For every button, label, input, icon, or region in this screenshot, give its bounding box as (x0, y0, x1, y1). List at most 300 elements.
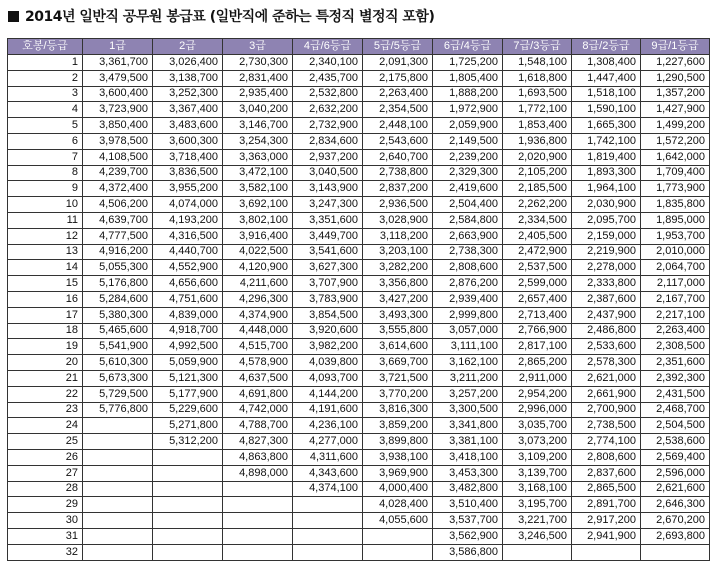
page-title (8, 5, 434, 27)
salary-cell: 5,284,600 (83, 291, 153, 307)
salary-cell (83, 481, 153, 497)
table-row (8, 86, 710, 102)
table-row (8, 497, 710, 513)
salary-cell (153, 481, 223, 497)
salary-cell: 4,777,500 (83, 228, 153, 244)
salary-cell: 4,552,900 (153, 260, 223, 276)
salary-cell: 1,725,200 (433, 55, 503, 71)
salary-cell: 1,772,100 (503, 102, 572, 118)
salary-cell: 3,203,100 (363, 244, 433, 260)
table-row (8, 355, 710, 371)
salary-cell: 3,221,700 (503, 513, 572, 529)
table-row (8, 513, 710, 529)
salary-cell: 3,247,300 (293, 197, 363, 213)
salary-cell: 4,055,600 (363, 513, 433, 529)
salary-cell: 5,055,300 (83, 260, 153, 276)
salary-cell (641, 544, 710, 560)
salary-cell: 3,859,200 (363, 418, 433, 434)
salary-cell (572, 544, 641, 560)
salary-cell: 4,916,200 (83, 244, 153, 260)
salary-cell: 3,479,500 (83, 70, 153, 86)
step-cell: 4 (8, 102, 83, 118)
salary-cell: 4,751,600 (153, 291, 223, 307)
salary-cell: 2,329,300 (433, 165, 503, 181)
salary-cell: 2,334,500 (503, 212, 572, 228)
salary-cell (153, 544, 223, 560)
salary-cell: 3,040,200 (223, 102, 293, 118)
salary-cell: 2,010,000 (641, 244, 710, 260)
salary-cell: 4,506,200 (83, 197, 153, 213)
salary-cell: 4,637,500 (223, 370, 293, 386)
salary-cell: 4,343,600 (293, 465, 363, 481)
salary-cell: 1,548,100 (503, 55, 572, 71)
salary-cell: 4,039,800 (293, 355, 363, 371)
step-cell: 11 (8, 212, 83, 228)
salary-cell: 2,891,700 (572, 497, 641, 513)
step-cell: 16 (8, 291, 83, 307)
salary-cell: 2,262,200 (503, 197, 572, 213)
salary-cell: 2,578,300 (572, 355, 641, 371)
salary-cell: 2,468,700 (641, 402, 710, 418)
salary-cell (223, 497, 293, 513)
salary-cell: 1,953,700 (641, 228, 710, 244)
salary-cell: 4,000,400 (363, 481, 433, 497)
salary-cell: 2,533,600 (572, 339, 641, 355)
salary-cell: 1,572,200 (641, 133, 710, 149)
salary-cell: 1,773,900 (641, 181, 710, 197)
salary-cell: 2,149,500 (433, 133, 503, 149)
salary-cell: 5,177,900 (153, 386, 223, 402)
salary-cell: 3,341,800 (433, 418, 503, 434)
table-row (8, 55, 710, 71)
table-row (8, 291, 710, 307)
table-row (8, 70, 710, 86)
salary-cell: 2,486,800 (572, 323, 641, 339)
salary-cell: 2,632,200 (293, 102, 363, 118)
salary-cell: 2,954,200 (503, 386, 572, 402)
salary-cell: 5,541,900 (83, 339, 153, 355)
salary-cell: 2,175,800 (363, 70, 433, 86)
salary-cell: 3,453,300 (433, 465, 503, 481)
salary-cell: 4,918,700 (153, 323, 223, 339)
salary-cell: 3,211,200 (433, 370, 503, 386)
step-cell: 3 (8, 86, 83, 102)
salary-cell: 4,316,500 (153, 228, 223, 244)
step-cell: 23 (8, 402, 83, 418)
table-row (8, 212, 710, 228)
salary-cell: 3,168,100 (503, 481, 572, 497)
salary-cell (223, 528, 293, 544)
salary-cell: 3,162,100 (433, 355, 503, 371)
salary-cell: 2,937,200 (293, 149, 363, 165)
salary-cell: 2,596,000 (641, 465, 710, 481)
table-row (8, 465, 710, 481)
salary-cell: 1,964,100 (572, 181, 641, 197)
salary-cell: 3,969,900 (363, 465, 433, 481)
salary-cell: 3,427,200 (363, 291, 433, 307)
step-cell: 30 (8, 513, 83, 529)
salary-cell: 3,472,100 (223, 165, 293, 181)
salary-cell: 2,437,900 (572, 307, 641, 323)
salary-table (7, 38, 710, 561)
salary-cell (83, 528, 153, 544)
salary-cell: 3,139,700 (503, 465, 572, 481)
salary-cell: 2,837,600 (572, 465, 641, 481)
salary-cell (363, 528, 433, 544)
salary-cell: 4,374,100 (293, 481, 363, 497)
salary-cell: 2,738,300 (433, 244, 503, 260)
salary-cell: 2,095,700 (572, 212, 641, 228)
salary-cell: 4,120,900 (223, 260, 293, 276)
salary-cell: 3,938,100 (363, 449, 433, 465)
salary-cell (363, 544, 433, 560)
salary-cell: 3,955,200 (153, 181, 223, 197)
salary-cell: 1,895,000 (641, 212, 710, 228)
salary-cell: 2,661,900 (572, 386, 641, 402)
salary-cell (153, 465, 223, 481)
black-square-icon (8, 11, 19, 22)
table-row (8, 276, 710, 292)
salary-cell: 3,246,500 (503, 528, 572, 544)
salary-cell: 3,916,400 (223, 228, 293, 244)
column-header: 5급/5등급 (363, 39, 433, 55)
salary-cell: 3,978,500 (83, 133, 153, 149)
salary-cell: 2,387,600 (572, 291, 641, 307)
salary-cell: 4,898,000 (223, 465, 293, 481)
salary-cell (83, 465, 153, 481)
salary-cell: 2,657,400 (503, 291, 572, 307)
salary-cell: 2,808,600 (572, 449, 641, 465)
table-row (8, 181, 710, 197)
salary-cell: 3,770,200 (363, 386, 433, 402)
step-cell: 31 (8, 528, 83, 544)
salary-cell: 2,392,300 (641, 370, 710, 386)
table-row (8, 323, 710, 339)
salary-cell (83, 449, 153, 465)
salary-cell: 5,776,800 (83, 402, 153, 418)
salary-cell: 1,693,500 (503, 86, 572, 102)
salary-cell: 3,040,500 (293, 165, 363, 181)
salary-cell: 2,263,400 (641, 323, 710, 339)
salary-cell: 2,738,500 (572, 418, 641, 434)
salary-cell: 2,640,700 (363, 149, 433, 165)
salary-cell: 3,850,400 (83, 118, 153, 134)
step-cell: 25 (8, 434, 83, 450)
salary-cell: 5,176,800 (83, 276, 153, 292)
salary-cell: 2,766,900 (503, 323, 572, 339)
salary-cell: 3,982,200 (293, 339, 363, 355)
salary-cell: 2,774,100 (572, 434, 641, 450)
salary-cell: 2,693,800 (641, 528, 710, 544)
salary-cell: 2,663,900 (433, 228, 503, 244)
salary-cell: 4,639,700 (83, 212, 153, 228)
table-body (8, 55, 710, 561)
salary-cell: 2,732,900 (293, 118, 363, 134)
salary-cell: 2,333,800 (572, 276, 641, 292)
salary-cell: 5,610,300 (83, 355, 153, 371)
salary-cell: 5,729,500 (83, 386, 153, 402)
step-cell: 13 (8, 244, 83, 260)
salary-cell: 2,936,500 (363, 197, 433, 213)
salary-cell: 2,030,900 (572, 197, 641, 213)
salary-cell: 2,996,000 (503, 402, 572, 418)
salary-cell: 2,939,400 (433, 291, 503, 307)
column-header: 1급 (83, 39, 153, 55)
salary-cell: 3,627,300 (293, 260, 363, 276)
salary-cell: 1,642,000 (641, 149, 710, 165)
salary-cell: 1,227,600 (641, 55, 710, 71)
step-cell: 17 (8, 307, 83, 323)
table-row (8, 528, 710, 544)
salary-cell: 2,167,700 (641, 291, 710, 307)
salary-cell: 3,367,400 (153, 102, 223, 118)
table-row (8, 228, 710, 244)
step-cell: 9 (8, 181, 83, 197)
table-row (8, 418, 710, 434)
salary-cell: 2,621,600 (641, 481, 710, 497)
salary-cell: 3,252,300 (153, 86, 223, 102)
step-cell: 14 (8, 260, 83, 276)
step-cell: 21 (8, 370, 83, 386)
salary-cell: 3,449,700 (293, 228, 363, 244)
salary-cell: 4,144,200 (293, 386, 363, 402)
salary-cell: 1,665,300 (572, 118, 641, 134)
salary-cell: 3,351,600 (293, 212, 363, 228)
salary-cell: 3,541,600 (293, 244, 363, 260)
salary-cell: 3,381,100 (433, 434, 503, 450)
salary-cell: 2,569,400 (641, 449, 710, 465)
salary-cell: 4,691,800 (223, 386, 293, 402)
step-cell: 6 (8, 133, 83, 149)
salary-cell: 3,723,900 (83, 102, 153, 118)
salary-cell: 4,863,800 (223, 449, 293, 465)
salary-cell: 2,621,000 (572, 370, 641, 386)
salary-cell: 2,472,900 (503, 244, 572, 260)
salary-cell: 2,278,000 (572, 260, 641, 276)
step-cell: 15 (8, 276, 83, 292)
salary-cell: 3,143,900 (293, 181, 363, 197)
salary-cell (293, 497, 363, 513)
salary-cell: 2,700,900 (572, 402, 641, 418)
step-cell: 12 (8, 228, 83, 244)
salary-cell: 1,709,400 (641, 165, 710, 181)
salary-cell (153, 528, 223, 544)
salary-cell: 2,837,200 (363, 181, 433, 197)
table-row (8, 449, 710, 465)
salary-cell: 4,311,600 (293, 449, 363, 465)
salary-cell: 1,618,800 (503, 70, 572, 86)
step-cell: 7 (8, 149, 83, 165)
salary-cell: 2,263,400 (363, 86, 433, 102)
salary-cell: 2,351,600 (641, 355, 710, 371)
salary-cell: 2,834,600 (293, 133, 363, 149)
salary-cell: 2,340,100 (293, 55, 363, 71)
salary-cell: 2,538,600 (641, 434, 710, 450)
salary-cell: 4,372,400 (83, 181, 153, 197)
salary-cell: 1,308,400 (572, 55, 641, 71)
salary-cell: 3,057,000 (433, 323, 503, 339)
step-cell: 22 (8, 386, 83, 402)
salary-cell (293, 544, 363, 560)
salary-cell: 3,562,900 (433, 528, 503, 544)
salary-cell: 3,363,000 (223, 149, 293, 165)
salary-cell: 3,707,900 (293, 276, 363, 292)
salary-cell: 2,808,600 (433, 260, 503, 276)
salary-cell: 2,738,800 (363, 165, 433, 181)
salary-cell: 1,819,400 (572, 149, 641, 165)
salary-cell: 2,435,700 (293, 70, 363, 86)
salary-cell: 3,482,800 (433, 481, 503, 497)
salary-cell: 2,239,200 (433, 149, 503, 165)
salary-cell: 2,064,700 (641, 260, 710, 276)
salary-cell: 2,670,200 (641, 513, 710, 529)
salary-cell: 3,109,200 (503, 449, 572, 465)
salary-cell: 4,839,000 (153, 307, 223, 323)
step-cell: 26 (8, 449, 83, 465)
column-header: 9급/1등급 (641, 39, 710, 55)
salary-cell: 1,590,100 (572, 102, 641, 118)
salary-cell: 3,483,600 (153, 118, 223, 134)
salary-cell: 3,111,100 (433, 339, 503, 355)
column-header: 7급/3등급 (503, 39, 572, 55)
salary-cell: 2,217,100 (641, 307, 710, 323)
salary-cell: 1,853,400 (503, 118, 572, 134)
salary-cell: 1,742,100 (572, 133, 641, 149)
salary-cell: 3,361,700 (83, 55, 153, 71)
step-cell: 18 (8, 323, 83, 339)
table-row (8, 118, 710, 134)
salary-cell: 2,159,000 (572, 228, 641, 244)
salary-cell: 4,108,500 (83, 149, 153, 165)
salary-cell: 2,599,000 (503, 276, 572, 292)
salary-cell: 4,236,100 (293, 418, 363, 434)
salary-cell (223, 513, 293, 529)
salary-cell: 3,600,400 (83, 86, 153, 102)
step-cell: 19 (8, 339, 83, 355)
salary-cell (83, 418, 153, 434)
table-row (8, 481, 710, 497)
salary-cell (223, 544, 293, 560)
salary-cell: 3,138,700 (153, 70, 223, 86)
salary-cell: 4,992,500 (153, 339, 223, 355)
salary-cell: 2,935,400 (223, 86, 293, 102)
salary-cell: 3,028,900 (363, 212, 433, 228)
salary-cell: 1,805,400 (433, 70, 503, 86)
salary-cell: 5,465,600 (83, 323, 153, 339)
salary-cell: 3,802,100 (223, 212, 293, 228)
salary-cell: 3,254,300 (223, 133, 293, 149)
salary-cell: 4,656,600 (153, 276, 223, 292)
step-cell: 20 (8, 355, 83, 371)
salary-cell: 4,374,900 (223, 307, 293, 323)
salary-cell: 3,586,800 (433, 544, 503, 560)
salary-cell: 2,713,400 (503, 307, 572, 323)
salary-cell: 3,418,100 (433, 449, 503, 465)
column-header: 2급 (153, 39, 223, 55)
salary-cell: 4,448,000 (223, 323, 293, 339)
salary-cell: 2,532,800 (293, 86, 363, 102)
salary-cell: 2,831,400 (223, 70, 293, 86)
salary-cell: 2,448,100 (363, 118, 433, 134)
table-row (8, 102, 710, 118)
salary-cell: 3,836,500 (153, 165, 223, 181)
salary-cell: 4,578,900 (223, 355, 293, 371)
salary-cell (153, 449, 223, 465)
salary-cell: 1,357,200 (641, 86, 710, 102)
salary-cell: 4,827,300 (223, 434, 293, 450)
step-cell: 28 (8, 481, 83, 497)
salary-cell (83, 497, 153, 513)
step-cell: 8 (8, 165, 83, 181)
salary-cell: 3,783,900 (293, 291, 363, 307)
salary-cell: 2,504,400 (433, 197, 503, 213)
salary-cell: 4,211,600 (223, 276, 293, 292)
salary-cell: 2,020,900 (503, 149, 572, 165)
salary-cell: 3,854,500 (293, 307, 363, 323)
salary-cell: 4,440,700 (153, 244, 223, 260)
column-header: 8급/2등급 (572, 39, 641, 55)
salary-cell: 5,673,300 (83, 370, 153, 386)
salary-cell: 2,419,600 (433, 181, 503, 197)
table-row (8, 402, 710, 418)
salary-cell: 3,555,800 (363, 323, 433, 339)
table-row (8, 133, 710, 149)
step-cell: 27 (8, 465, 83, 481)
salary-cell: 3,195,700 (503, 497, 572, 513)
salary-cell: 5,271,800 (153, 418, 223, 434)
step-cell: 32 (8, 544, 83, 560)
salary-cell: 2,117,000 (641, 276, 710, 292)
salary-cell: 2,537,500 (503, 260, 572, 276)
salary-cell: 1,888,200 (433, 86, 503, 102)
salary-cell: 4,277,000 (293, 434, 363, 450)
salary-cell: 2,105,200 (503, 165, 572, 181)
table-row (8, 260, 710, 276)
step-cell: 2 (8, 70, 83, 86)
salary-cell: 1,972,900 (433, 102, 503, 118)
salary-cell: 5,059,900 (153, 355, 223, 371)
salary-cell: 1,518,100 (572, 86, 641, 102)
salary-cell: 1,893,300 (572, 165, 641, 181)
column-header: 4급/6등급 (293, 39, 363, 55)
step-cell: 10 (8, 197, 83, 213)
salary-cell: 3,356,800 (363, 276, 433, 292)
salary-cell: 3,300,500 (433, 402, 503, 418)
salary-cell (153, 513, 223, 529)
salary-cell: 2,219,900 (572, 244, 641, 260)
salary-cell: 3,282,200 (363, 260, 433, 276)
salary-cell: 3,257,200 (433, 386, 503, 402)
salary-cell (83, 513, 153, 529)
table-row (8, 370, 710, 386)
table-row (8, 197, 710, 213)
table-row (8, 434, 710, 450)
table-header-row (8, 39, 710, 55)
salary-cell: 3,510,400 (433, 497, 503, 513)
column-header: 호봉/등급 (8, 39, 83, 55)
salary-cell: 3,721,500 (363, 370, 433, 386)
salary-cell: 2,059,900 (433, 118, 503, 134)
salary-cell: 3,026,400 (153, 55, 223, 71)
salary-cell: 2,091,300 (363, 55, 433, 71)
salary-cell: 2,911,000 (503, 370, 572, 386)
salary-cell: 5,121,300 (153, 370, 223, 386)
salary-cell (293, 528, 363, 544)
table-row (8, 149, 710, 165)
salary-cell: 3,582,100 (223, 181, 293, 197)
column-header: 3급 (223, 39, 293, 55)
salary-cell: 2,999,800 (433, 307, 503, 323)
